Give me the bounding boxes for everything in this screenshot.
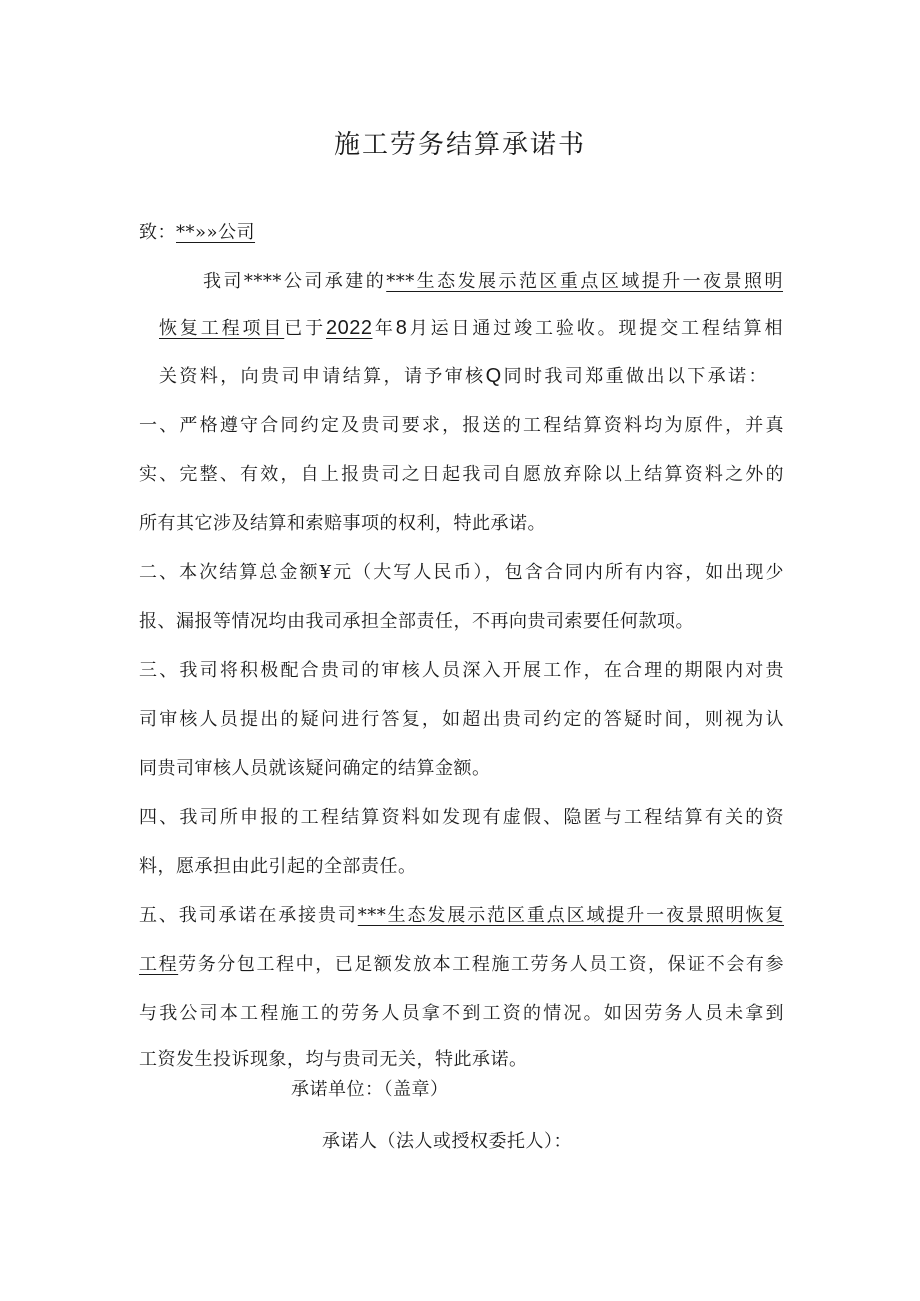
intro-line-1 (203, 267, 783, 293)
item-2-line-2: 报、漏报等情况均由我司承担全部责任，不再向贵司索要任何款项。 (139, 611, 694, 632)
item-5-text: 五、我司承诺在承接贵司 (139, 905, 358, 926)
item-3-line-2: 司审核人员提出的疑问进行答复，如超出贵司约定的答疑时间，则视为认 (139, 709, 784, 730)
project-name-cont: 恢复工程项目 (159, 318, 285, 339)
intro-text: 月运日通过竣工验收。现提交工程结算相 (407, 318, 784, 339)
item-3-line-1: 三、我司将积极配合贵司的审核人员深入开展工作，在合理的期限内对贵 (139, 660, 784, 681)
intro-line-2 (159, 314, 783, 340)
item-1-line-3: 所有其它涉及结算和索赔事项的权利，特此承诺。 (139, 513, 546, 534)
item-5-text: 劳务分包工程中，已足额发放本工程施工劳务人员工资，保证不会有参 (178, 954, 784, 975)
intro-text: 年 (372, 318, 396, 339)
item-1-line-2: 实、完整、有效，自上报贵司之日起我司自愿放弃除以上结算资料之外的 (139, 464, 784, 485)
item-4-line-2: 料，愿承担由此引起的全部责任。 (139, 856, 417, 877)
signature-unit: 承诺单位：（盖章） (291, 1079, 449, 1100)
signature-person: 承诺人（法人或授权委托人）： (322, 1131, 572, 1152)
project-name-cont: 工程 (139, 954, 179, 975)
item-4-line-1: 四、我司所申报的工程结算资料如发现有虚假、隐匿与工程结算有关的资 (139, 807, 784, 828)
project-name: ***生态发展示范区重点区域提升一夜景照明 (386, 271, 784, 292)
addressee-line (139, 218, 255, 244)
intro-text: 关资料，向贵司申请结算，请予审核 (159, 366, 486, 387)
addressee-name: **»»公司 (176, 222, 256, 243)
month-value: 8 (395, 317, 408, 339)
item-1-line-1: 一、严格遵守合同约定及贵司要求，报送的工程结算资料均为原件，并真 (139, 415, 784, 436)
item-5-line-4: 工资发生投诉现象，均与贵司无关，特此承诺。 (139, 1049, 528, 1070)
intro-text: 已于 (284, 318, 326, 339)
project-name: ***生态发展示范区重点区域提升一夜景照明恢复 (357, 905, 785, 926)
item-3-line-3: 同贵司审核人员就该疑问确定的结算金额。 (139, 758, 491, 779)
year-value: 2022 (325, 317, 373, 339)
item-5-line-3: 与我公司本工程施工的劳务人员拿不到工资的情况。如因劳务人员未拿到 (139, 1003, 784, 1024)
addressee-prefix: 致： (139, 222, 176, 243)
item-2-line-1: 二、本次结算总金额¥元（大写人民币），包含合同内所有内容，如出现少 (139, 562, 784, 583)
intro-line-3 (159, 362, 767, 388)
intro-text: Q (485, 365, 502, 387)
item-5-line-2 (139, 950, 784, 976)
item-5-line-1 (139, 901, 784, 927)
intro-text: 我司****公司承建的 (203, 271, 387, 292)
page-title: 施工劳务结算承诺书 (333, 130, 586, 160)
intro-text: 同时我司郑重做出以下承诺： (501, 366, 768, 387)
